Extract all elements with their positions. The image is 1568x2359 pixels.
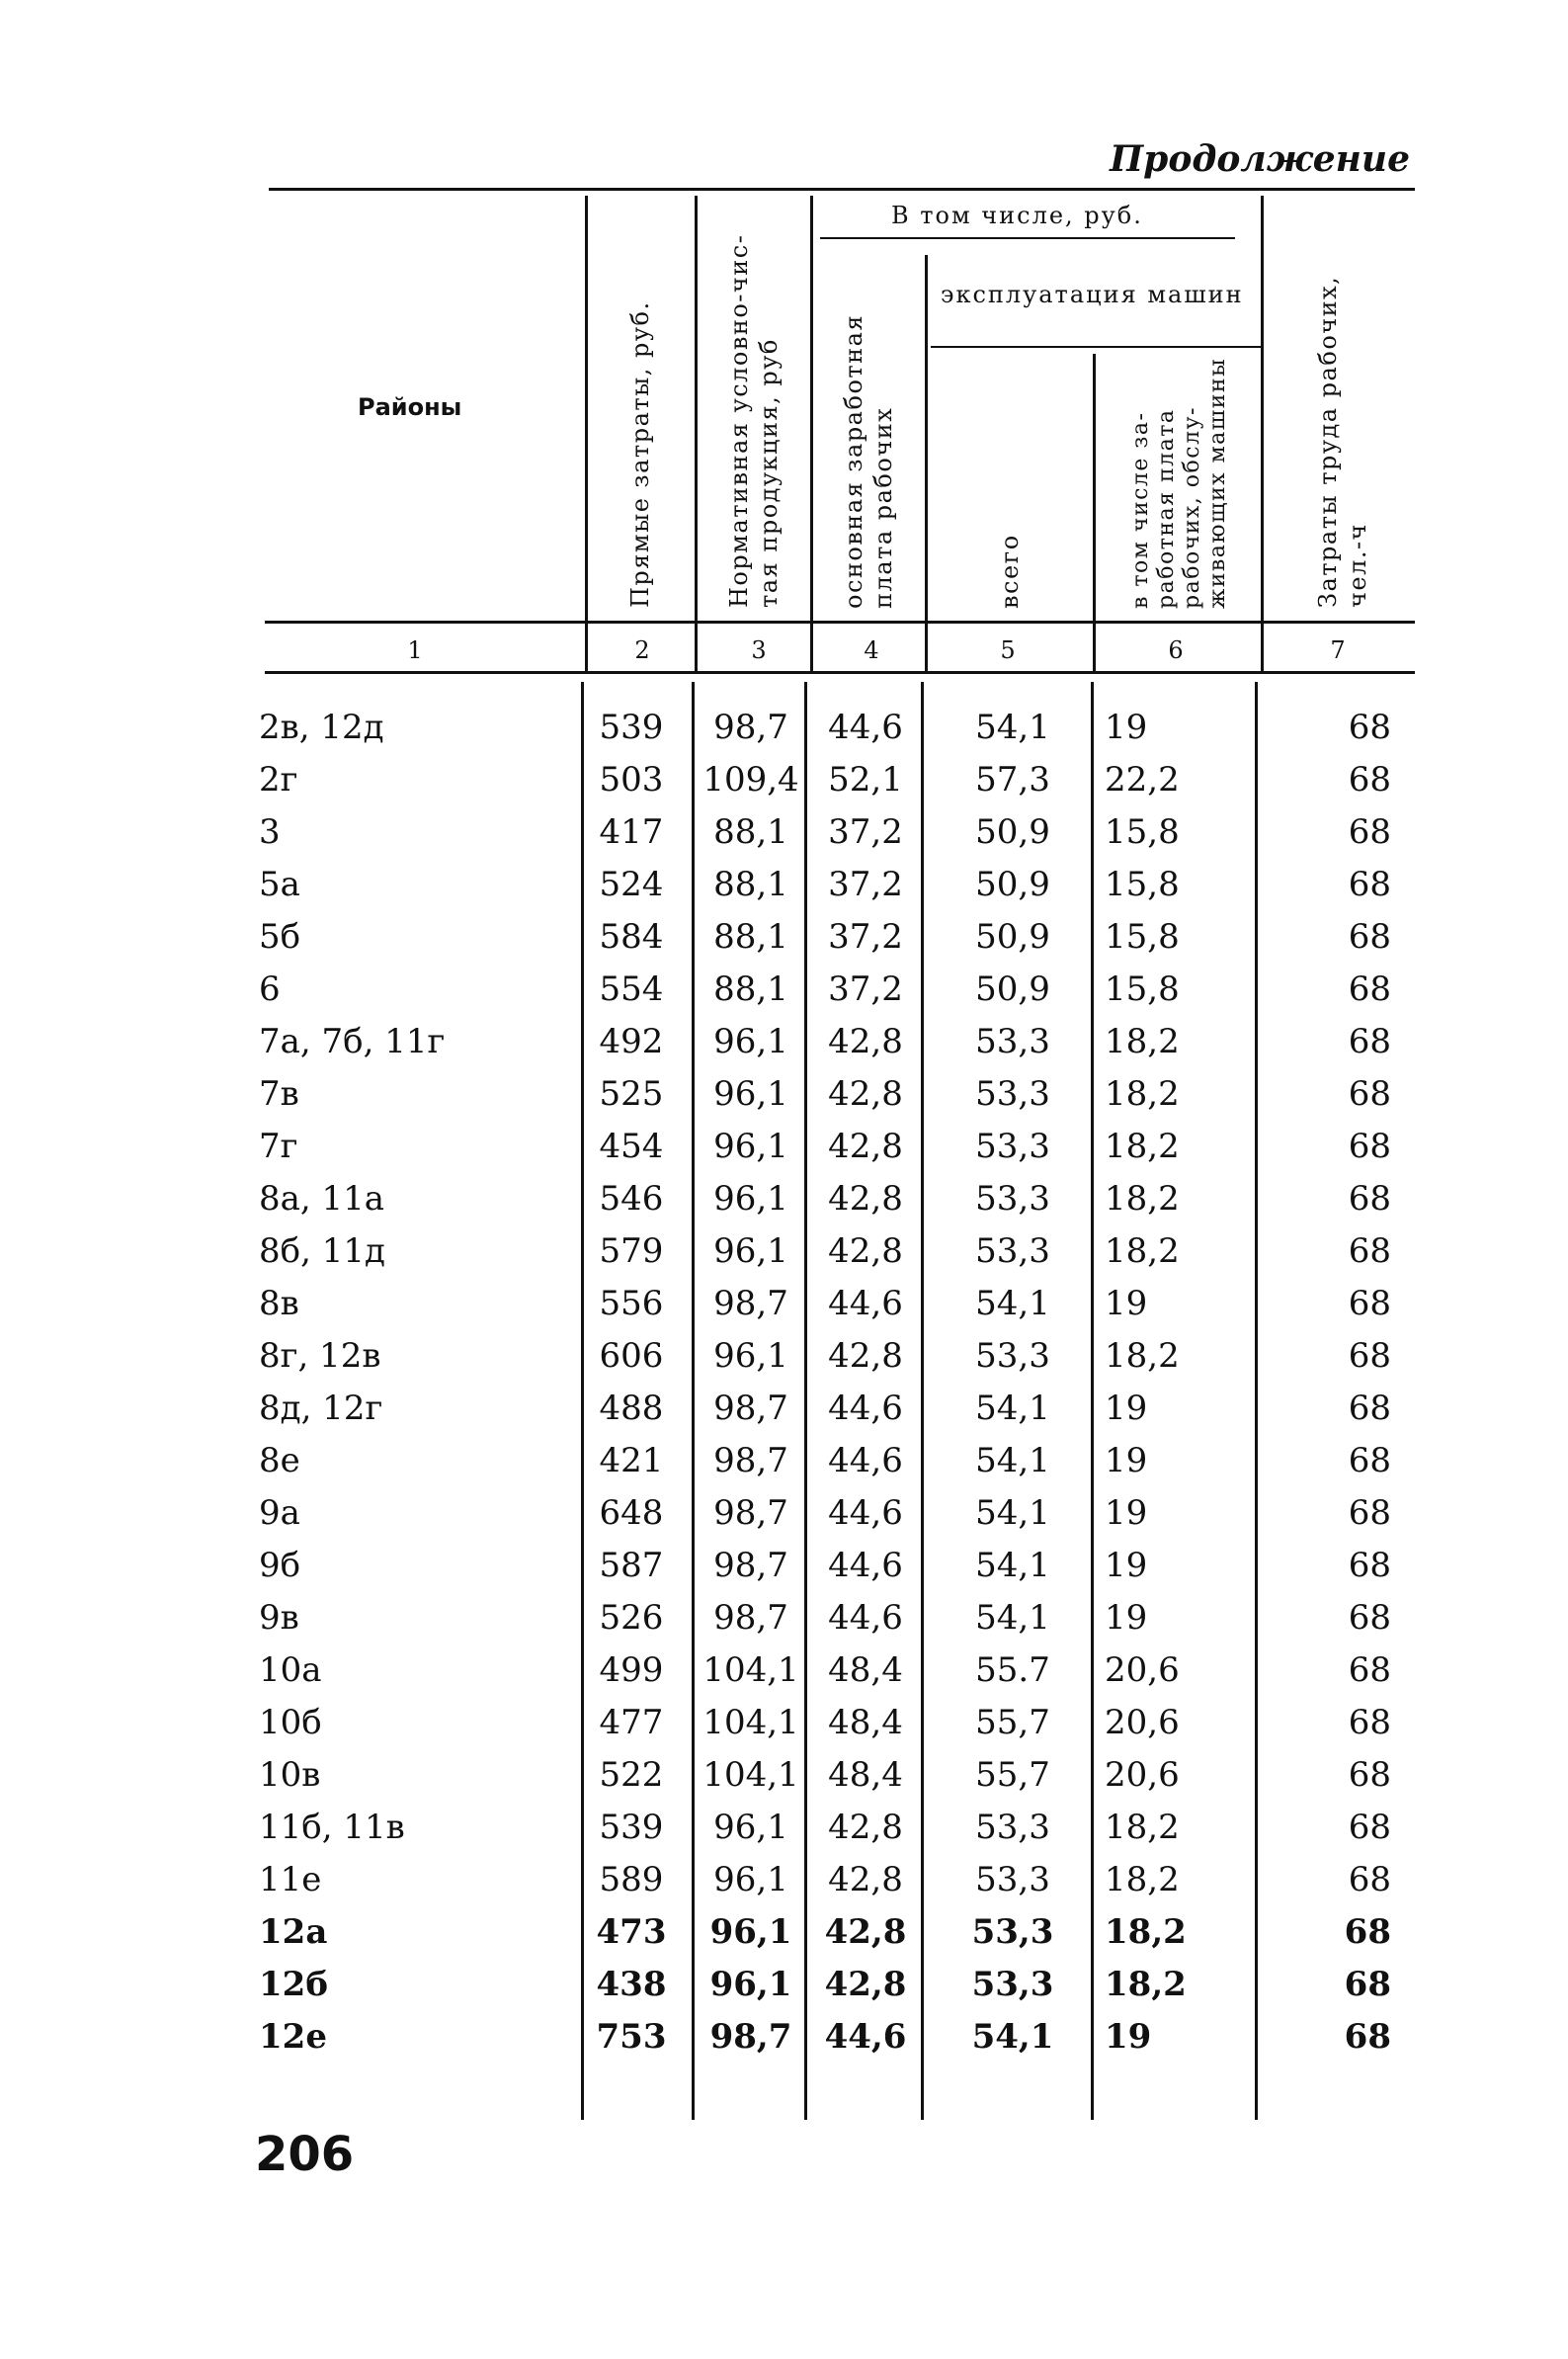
- wage-cell: 48,4: [828, 1703, 903, 1742]
- incl-cell: 18,2: [1105, 1179, 1180, 1219]
- wage-cell: 42,8: [828, 1179, 903, 1219]
- region-cell: 8г, 12в: [259, 1336, 381, 1376]
- direct-cell: 526: [599, 1598, 664, 1638]
- region-cell: 8д, 12г: [259, 1389, 383, 1428]
- region-cell: 8в: [259, 1284, 299, 1323]
- direct-cell: 492: [599, 1022, 664, 1061]
- labor-cell: 68: [1344, 2017, 1391, 2057]
- total-cell: 55.7: [975, 1650, 1050, 1690]
- normative-cell: 98,7: [709, 2017, 792, 2057]
- total-cell: 53,3: [975, 1022, 1050, 1061]
- header-normative-output: Нормативная условно-чис-тая продукция, руб: [725, 233, 783, 608]
- incl-cell: 19: [1105, 1441, 1148, 1480]
- table-row: [0, 1854, 1568, 1906]
- top-rule: [269, 188, 1415, 191]
- direct-cell: 556: [599, 1284, 664, 1323]
- incl-cell: 15,8: [1105, 969, 1180, 1009]
- incl-cell: 18,2: [1105, 1127, 1180, 1166]
- incl-cell: 22,2: [1105, 760, 1180, 800]
- wage-cell: 42,8: [828, 1074, 903, 1114]
- region-cell: 10б: [259, 1703, 322, 1742]
- table-row: [0, 1802, 1568, 1854]
- normative-cell: 96,1: [709, 1965, 792, 2004]
- incl-cell: 18,2: [1105, 1336, 1180, 1376]
- header-total: всего: [996, 534, 1024, 609]
- header-including-rub: В том числе, руб.: [891, 202, 1143, 229]
- incl-cell: 19: [1105, 708, 1148, 747]
- incl-cell: 15,8: [1105, 812, 1180, 852]
- table-row: [0, 1068, 1568, 1121]
- wage-cell: 42,8: [828, 1808, 903, 1847]
- header-labor-costs: Затраты труда рабочих, чел.-ч: [1314, 275, 1371, 608]
- direct-cell: 503: [599, 760, 664, 800]
- region-cell: 12е: [259, 2017, 327, 2057]
- region-cell: 7в: [259, 1074, 299, 1114]
- incl-cell: 18,2: [1105, 1074, 1180, 1114]
- wage-cell: 44,6: [824, 2017, 907, 2057]
- table-row: [0, 1435, 1568, 1487]
- incl-cell: 18,2: [1105, 1808, 1180, 1847]
- direct-cell: 554: [599, 969, 664, 1009]
- region-cell: 3: [259, 812, 281, 852]
- labor-cell: 68: [1348, 917, 1391, 957]
- direct-cell: 753: [596, 2017, 667, 2057]
- table-row: [0, 1383, 1568, 1435]
- region-cell: 10в: [259, 1755, 321, 1795]
- wage-cell: 48,4: [828, 1755, 903, 1795]
- normative-cell: 88,1: [713, 969, 788, 1009]
- labor-cell: 68: [1348, 1808, 1391, 1847]
- labor-cell: 68: [1348, 1703, 1391, 1742]
- region-cell: 11б, 11в: [259, 1808, 405, 1847]
- direct-cell: 606: [599, 1336, 664, 1376]
- wage-cell: 42,8: [824, 1965, 907, 2004]
- table-row: [0, 1697, 1568, 1749]
- normative-cell: 96,1: [713, 1231, 788, 1271]
- normative-cell: 98,7: [713, 1284, 788, 1323]
- table-row: [0, 806, 1568, 859]
- header-direct-costs: Прямые затраты, руб.: [626, 300, 654, 608]
- column-number-3: 3: [751, 636, 767, 664]
- column-number-4: 4: [864, 636, 879, 664]
- labor-cell: 68: [1348, 760, 1391, 800]
- wage-cell: 37,2: [828, 969, 903, 1009]
- direct-cell: 589: [599, 1860, 664, 1899]
- normative-cell: 98,7: [713, 1441, 788, 1480]
- incl-cell: 19: [1105, 1546, 1148, 1585]
- labor-cell: 68: [1348, 708, 1391, 747]
- header-divider-6: [1261, 196, 1264, 672]
- total-cell: 53,3: [975, 1860, 1050, 1899]
- header-divider-3: [810, 196, 813, 672]
- wage-cell: 44,6: [828, 708, 903, 747]
- header-machine-operation: эксплуатация машин: [941, 281, 1244, 308]
- column-number-1: 1: [407, 636, 423, 664]
- wage-cell: 42,8: [828, 1022, 903, 1061]
- total-cell: 55,7: [975, 1755, 1050, 1795]
- wage-cell: 44,6: [828, 1441, 903, 1480]
- wage-cell: 37,2: [828, 865, 903, 904]
- labor-cell: 68: [1348, 812, 1391, 852]
- labor-cell: 68: [1348, 1598, 1391, 1638]
- header-divider-2: [695, 196, 698, 672]
- wage-cell: 42,8: [824, 1912, 907, 1952]
- labor-cell: 68: [1348, 1546, 1391, 1585]
- region-cell: 8б, 11д: [259, 1231, 385, 1271]
- normative-cell: 96,1: [713, 1074, 788, 1114]
- direct-cell: 477: [599, 1703, 664, 1742]
- header-bottom-rule: [265, 621, 1415, 624]
- header-regions: Районы: [358, 393, 462, 421]
- header-divider-1: [585, 196, 588, 672]
- direct-cell: 524: [599, 865, 664, 904]
- direct-cell: 546: [599, 1179, 664, 1219]
- table-row: [0, 1016, 1568, 1068]
- wage-cell: 52,1: [828, 760, 903, 800]
- table-row: [0, 1540, 1568, 1592]
- total-cell: 53,3: [971, 1965, 1054, 2004]
- region-cell: 7г: [259, 1127, 298, 1166]
- region-cell: 8а, 11а: [259, 1179, 385, 1219]
- region-cell: 8е: [259, 1441, 300, 1480]
- total-cell: 54,1: [975, 1284, 1050, 1323]
- machines-rule: [931, 346, 1262, 348]
- total-cell: 54,1: [975, 708, 1050, 747]
- direct-cell: 473: [596, 1912, 667, 1952]
- direct-cell: 421: [599, 1441, 664, 1480]
- including-rule: [820, 237, 1235, 239]
- wage-cell: 44,6: [828, 1546, 903, 1585]
- region-cell: 2в, 12д: [259, 708, 384, 747]
- incl-cell: 20,6: [1105, 1650, 1180, 1690]
- total-cell: 54,1: [975, 1598, 1050, 1638]
- table-row: [0, 1749, 1568, 1802]
- table-row: [0, 1592, 1568, 1644]
- region-cell: 5а: [259, 865, 300, 904]
- column-number-2: 2: [634, 636, 650, 664]
- region-cell: 9в: [259, 1598, 299, 1638]
- labor-cell: 68: [1344, 1965, 1391, 2004]
- labor-cell: 68: [1348, 969, 1391, 1009]
- table-row: [0, 859, 1568, 911]
- wage-cell: 37,2: [828, 812, 903, 852]
- total-cell: 54,1: [975, 1389, 1050, 1428]
- region-cell: 6: [259, 969, 281, 1009]
- labor-cell: 68: [1348, 1022, 1391, 1061]
- region-cell: 11е: [259, 1860, 322, 1899]
- direct-cell: 454: [599, 1127, 664, 1166]
- normative-cell: 98,7: [713, 1493, 788, 1533]
- total-cell: 50,9: [975, 865, 1050, 904]
- labor-cell: 68: [1348, 1755, 1391, 1795]
- incl-cell: 15,8: [1105, 917, 1180, 957]
- labor-cell: 68: [1348, 1179, 1391, 1219]
- table-row: [0, 1225, 1568, 1278]
- incl-cell: 19: [1105, 1598, 1148, 1638]
- table-row: [0, 1959, 1568, 2011]
- normative-cell: 88,1: [713, 812, 788, 852]
- labor-cell: 68: [1344, 1912, 1391, 1952]
- normative-cell: 96,1: [713, 1022, 788, 1061]
- total-cell: 53,3: [975, 1808, 1050, 1847]
- incl-cell: 20,6: [1105, 1755, 1180, 1795]
- table-row: [0, 1121, 1568, 1173]
- region-cell: 9б: [259, 1546, 301, 1585]
- incl-cell: 18,2: [1105, 1912, 1187, 1952]
- incl-cell: 18,2: [1105, 1860, 1180, 1899]
- wage-cell: 44,6: [828, 1493, 903, 1533]
- labor-cell: 68: [1348, 1284, 1391, 1323]
- total-cell: 54,1: [971, 2017, 1054, 2057]
- wage-cell: 42,8: [828, 1231, 903, 1271]
- labor-cell: 68: [1348, 865, 1391, 904]
- wage-cell: 42,8: [828, 1127, 903, 1166]
- total-cell: 57,3: [975, 760, 1050, 800]
- column-number-6: 6: [1168, 636, 1184, 664]
- incl-cell: 18,2: [1105, 1231, 1180, 1271]
- direct-cell: 438: [596, 1965, 667, 2004]
- header-base-wage: основная заработная плата рабочих: [840, 313, 897, 609]
- total-cell: 54,1: [975, 1493, 1050, 1533]
- normative-cell: 104,1: [702, 1650, 799, 1690]
- labor-cell: 68: [1348, 1231, 1391, 1271]
- region-cell: 9а: [259, 1493, 300, 1533]
- direct-cell: 579: [599, 1231, 664, 1271]
- total-cell: 50,9: [975, 917, 1050, 957]
- normative-cell: 98,7: [713, 1389, 788, 1428]
- column-number-5: 5: [1000, 636, 1016, 664]
- direct-cell: 499: [599, 1650, 664, 1690]
- wage-cell: 42,8: [828, 1336, 903, 1376]
- incl-cell: 19: [1105, 1493, 1148, 1533]
- continued-label: Продолжение: [1110, 138, 1410, 180]
- wage-cell: 44,6: [828, 1389, 903, 1428]
- total-cell: 54,1: [975, 1546, 1050, 1585]
- normative-cell: 98,7: [713, 1546, 788, 1585]
- total-cell: 53,3: [975, 1179, 1050, 1219]
- labor-cell: 68: [1348, 1074, 1391, 1114]
- region-cell: 7а, 7б, 11г: [259, 1022, 446, 1061]
- table-row: [0, 702, 1568, 754]
- incl-cell: 19: [1105, 1284, 1148, 1323]
- direct-cell: 522: [599, 1755, 664, 1795]
- region-cell: 10а: [259, 1650, 322, 1690]
- labor-cell: 68: [1348, 1127, 1391, 1166]
- total-cell: 53,3: [971, 1912, 1054, 1952]
- labor-cell: 68: [1348, 1493, 1391, 1533]
- header-divider-4: [925, 255, 928, 672]
- normative-cell: 98,7: [713, 1598, 788, 1638]
- incl-cell: 18,2: [1105, 1965, 1187, 2004]
- table-row: [0, 2011, 1568, 2064]
- normative-cell: 96,1: [713, 1336, 788, 1376]
- labor-cell: 68: [1348, 1389, 1391, 1428]
- labor-cell: 68: [1348, 1336, 1391, 1376]
- direct-cell: 584: [599, 917, 664, 957]
- normative-cell: 88,1: [713, 917, 788, 957]
- normative-cell: 109,4: [702, 760, 799, 800]
- normative-cell: 96,1: [713, 1808, 788, 1847]
- direct-cell: 488: [599, 1389, 664, 1428]
- table-row: [0, 1278, 1568, 1330]
- direct-cell: 587: [599, 1546, 664, 1585]
- region-cell: 2г: [259, 760, 298, 800]
- table-row: [0, 1173, 1568, 1225]
- normative-cell: 98,7: [713, 708, 788, 747]
- direct-cell: 525: [599, 1074, 664, 1114]
- normative-cell: 104,1: [702, 1703, 799, 1742]
- normative-cell: 96,1: [713, 1127, 788, 1166]
- wage-cell: 48,4: [828, 1650, 903, 1690]
- direct-cell: 648: [599, 1493, 664, 1533]
- total-cell: 53,3: [975, 1231, 1050, 1271]
- normative-cell: 104,1: [702, 1755, 799, 1795]
- wage-cell: 42,8: [828, 1860, 903, 1899]
- column-numbers-rule: [265, 671, 1415, 674]
- normative-cell: 96,1: [713, 1179, 788, 1219]
- table-row: [0, 754, 1568, 806]
- total-cell: 50,9: [975, 812, 1050, 852]
- incl-cell: 18,2: [1105, 1022, 1180, 1061]
- table-row: [0, 964, 1568, 1016]
- column-number-7: 7: [1330, 636, 1346, 664]
- header-divider-5: [1093, 354, 1096, 672]
- total-cell: 53,3: [975, 1074, 1050, 1114]
- normative-cell: 88,1: [713, 865, 788, 904]
- normative-cell: 96,1: [709, 1912, 792, 1952]
- total-cell: 55,7: [975, 1703, 1050, 1742]
- total-cell: 53,3: [975, 1336, 1050, 1376]
- table-row: [0, 1906, 1568, 1959]
- incl-cell: 19: [1105, 2017, 1152, 2057]
- direct-cell: 539: [599, 708, 664, 747]
- normative-cell: 96,1: [713, 1860, 788, 1899]
- region-cell: 12б: [259, 1965, 328, 2004]
- wage-cell: 44,6: [828, 1598, 903, 1638]
- wage-cell: 44,6: [828, 1284, 903, 1323]
- direct-cell: 417: [599, 812, 664, 852]
- region-cell: 5б: [259, 917, 301, 957]
- wage-cell: 37,2: [828, 917, 903, 957]
- table-row: [0, 1487, 1568, 1540]
- total-cell: 54,1: [975, 1441, 1050, 1480]
- incl-cell: 19: [1105, 1389, 1148, 1428]
- table-row: [0, 911, 1568, 964]
- header-incl-wage: в том числе за-работная плата рабочих, обслу-живающих машины: [1128, 357, 1230, 609]
- labor-cell: 68: [1348, 1650, 1391, 1690]
- labor-cell: 68: [1348, 1860, 1391, 1899]
- table-row: [0, 1330, 1568, 1383]
- labor-cell: 68: [1348, 1441, 1391, 1480]
- table-row: [0, 1644, 1568, 1697]
- total-cell: 50,9: [975, 969, 1050, 1009]
- incl-cell: 20,6: [1105, 1703, 1180, 1742]
- direct-cell: 539: [599, 1808, 664, 1847]
- incl-cell: 15,8: [1105, 865, 1180, 904]
- region-cell: 12а: [259, 1912, 328, 1952]
- page-number: 206: [255, 2127, 355, 2182]
- total-cell: 53,3: [975, 1127, 1050, 1166]
